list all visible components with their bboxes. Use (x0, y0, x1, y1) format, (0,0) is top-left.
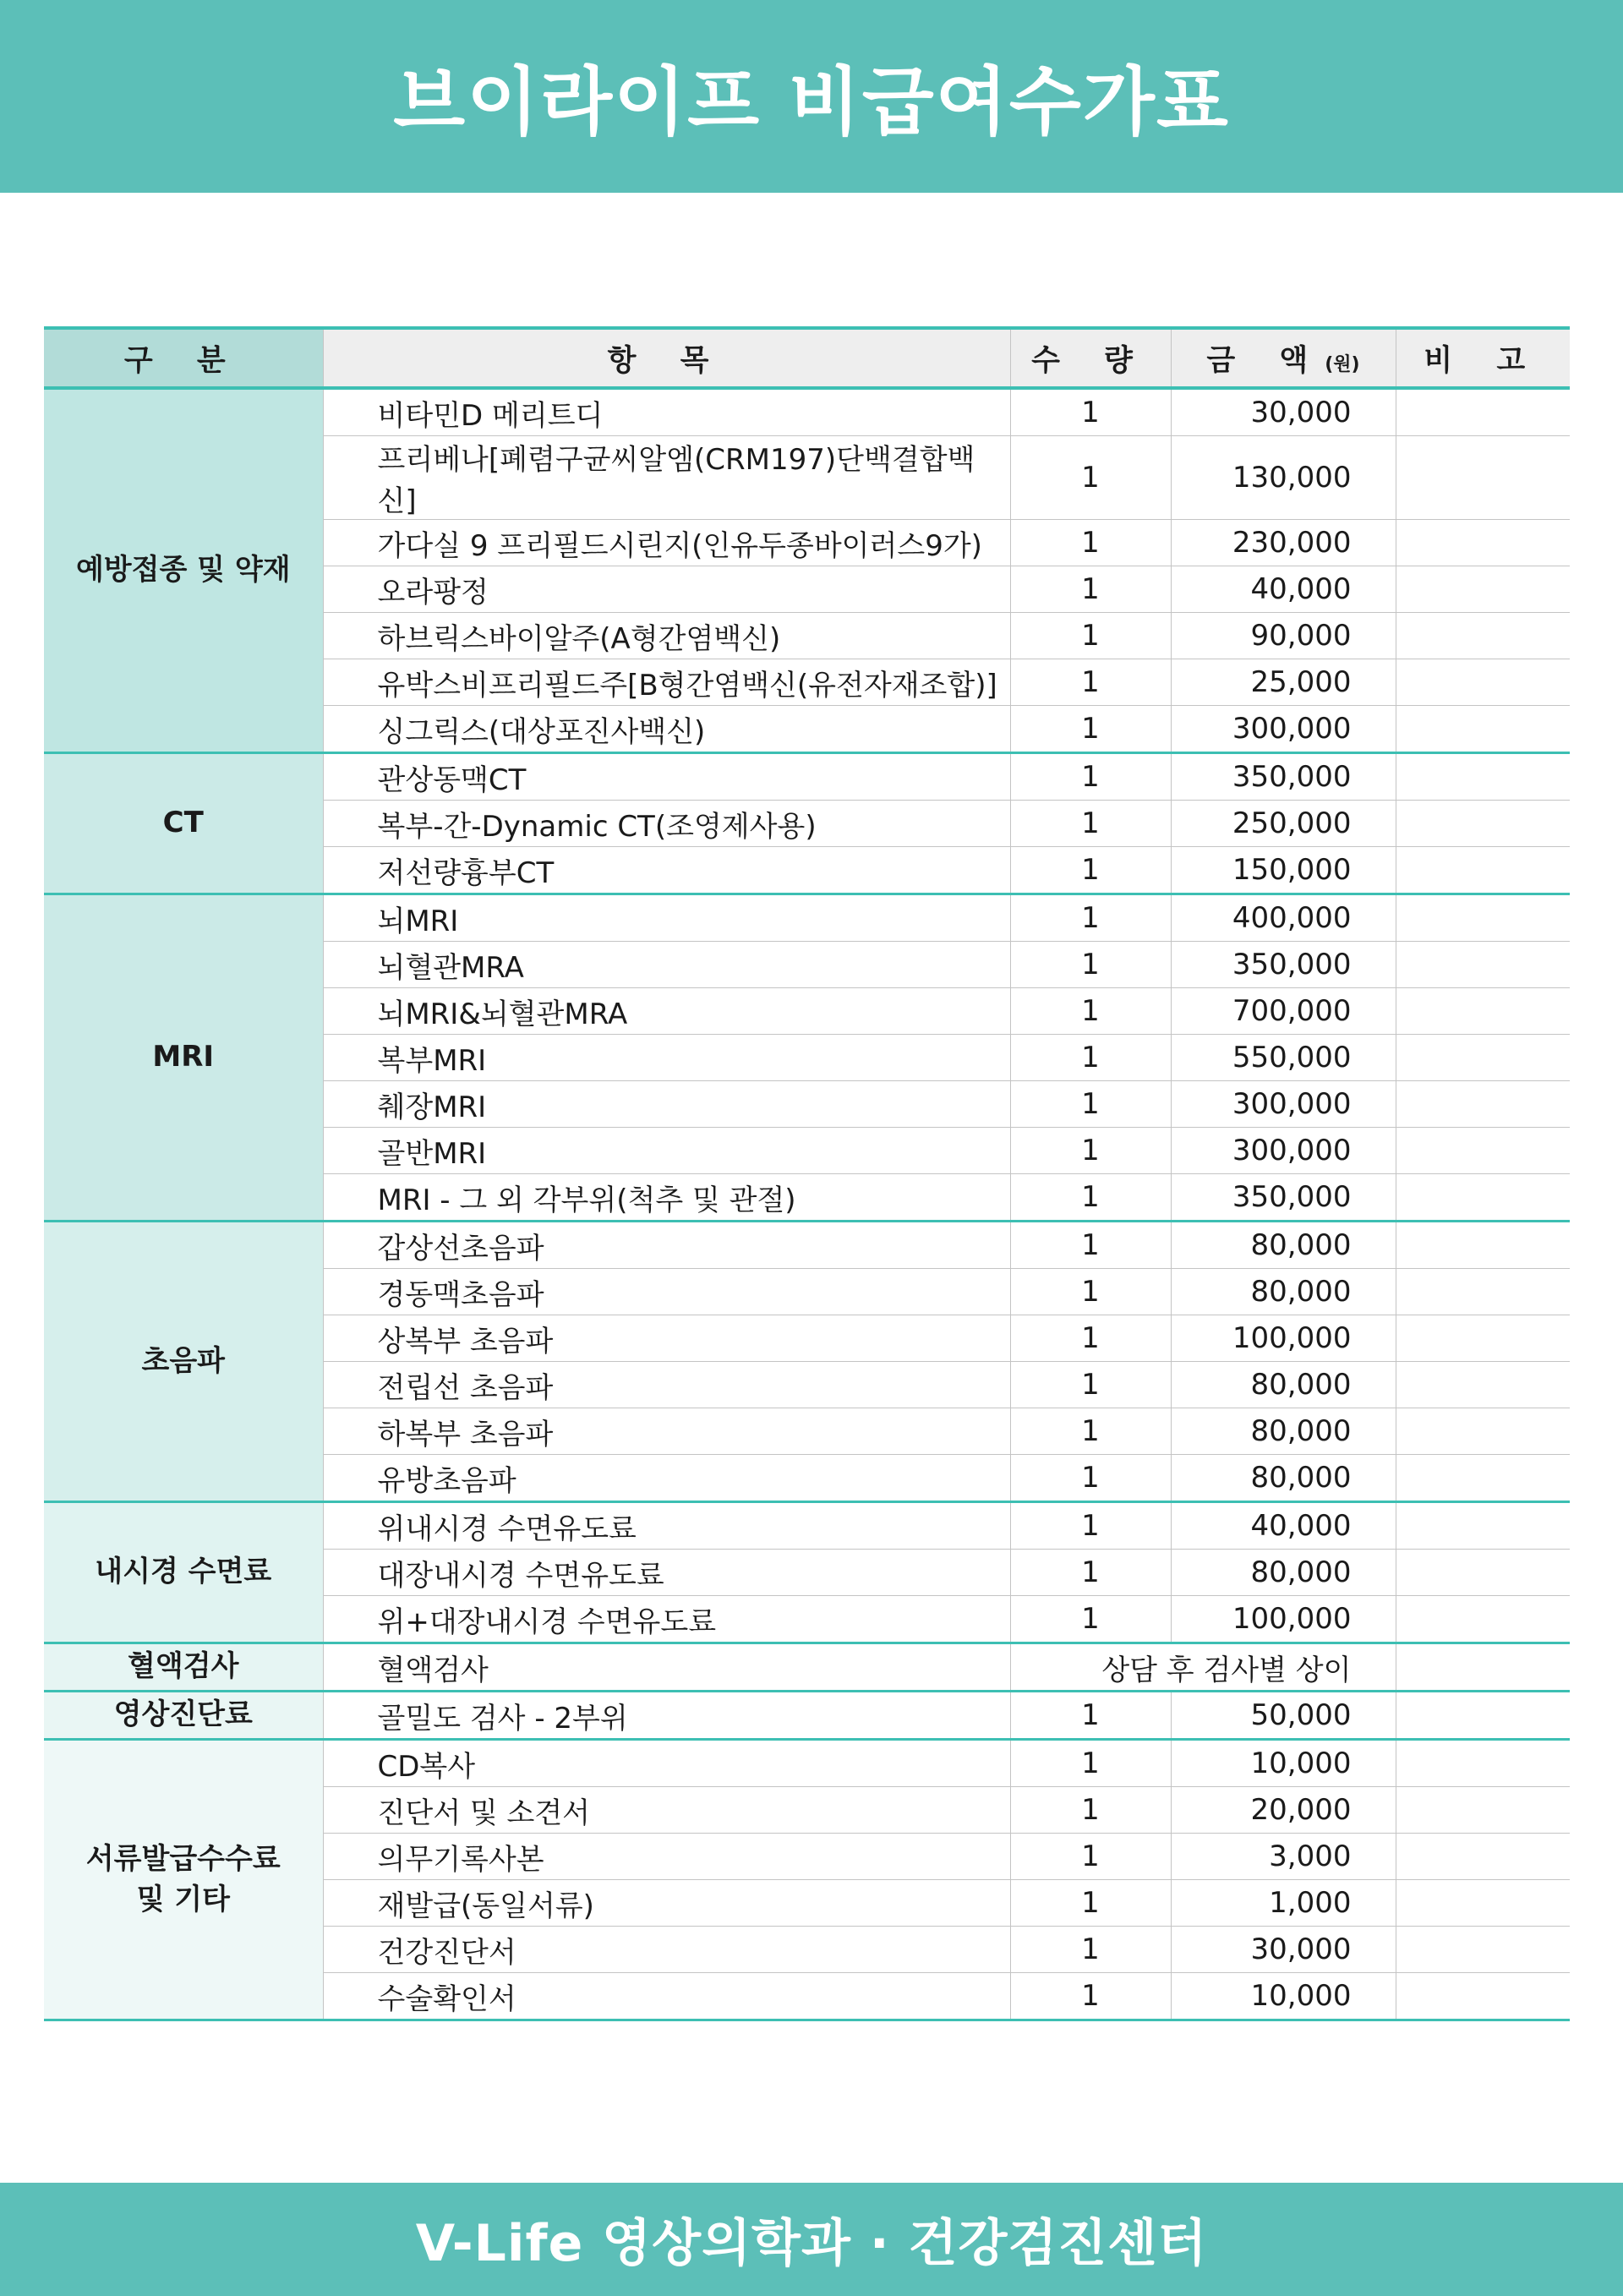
amount-cell: 50,000 (1171, 1692, 1396, 1740)
note-cell (1396, 1128, 1570, 1174)
qty-cell: 1 (1010, 1269, 1171, 1315)
note-cell (1396, 753, 1570, 801)
note-cell (1396, 1315, 1570, 1362)
item-cell: 가다실 9 프리필드시린지(인유두종바이러스9가) (323, 520, 1010, 566)
table-row (44, 1643, 1570, 1692)
item-cell: 수술확인서 (323, 1973, 1010, 2020)
item-cell: 복부-간-Dynamic CT(조영제사용) (323, 801, 1010, 847)
qty-cell: 1 (1010, 1222, 1171, 1269)
qty-cell: 1 (1010, 942, 1171, 988)
item-cell: 하브릭스바이알주(A형간염백신) (323, 613, 1010, 659)
note-cell (1396, 1880, 1570, 1927)
note-cell (1396, 1740, 1570, 1787)
table-row (44, 388, 1570, 436)
item-cell: 혈액검사 (323, 1643, 1010, 1692)
amount-cell: 350,000 (1171, 1174, 1396, 1222)
item-cell: 비타민D 메리트디 (323, 388, 1010, 436)
amount-cell: 300,000 (1171, 1128, 1396, 1174)
amount-cell: 10,000 (1171, 1973, 1396, 2020)
qty-cell: 1 (1010, 1081, 1171, 1128)
category-cell: 서류발급수수료 및 기타 (44, 1740, 323, 2020)
qty-cell: 1 (1010, 1596, 1171, 1643)
item-cell: 진단서 및 소견서 (323, 1787, 1010, 1834)
note-cell (1396, 1502, 1570, 1550)
amount-cell: 250,000 (1171, 801, 1396, 847)
qty-cell: 1 (1010, 801, 1171, 847)
item-cell: 위내시경 수면유도료 (323, 1502, 1010, 1550)
amount-cell: 1,000 (1171, 1880, 1396, 1927)
col-category-header: 구 분 (44, 328, 323, 388)
item-cell: 하복부 초음파 (323, 1408, 1010, 1455)
amount-cell: 30,000 (1171, 388, 1396, 436)
note-cell (1396, 1643, 1570, 1692)
qty-cell: 1 (1010, 1740, 1171, 1787)
amount-cell: 3,000 (1171, 1834, 1396, 1880)
qty-cell: 1 (1010, 847, 1171, 894)
note-cell (1396, 1927, 1570, 1973)
note-cell (1396, 801, 1570, 847)
qty-cell: 1 (1010, 1973, 1171, 2020)
qty-cell: 1 (1010, 1174, 1171, 1222)
item-cell: 건강진단서 (323, 1927, 1010, 1973)
col-qty-header: 수 량 (1010, 328, 1171, 388)
amount-cell: 350,000 (1171, 753, 1396, 801)
amount-cell: 30,000 (1171, 1927, 1396, 1973)
note-cell (1396, 1834, 1570, 1880)
note-cell (1396, 942, 1570, 988)
qty-cell: 1 (1010, 1455, 1171, 1502)
col-amount-header: 금 액(원) (1171, 328, 1396, 388)
category-cell: 내시경 수면료 (44, 1502, 323, 1643)
qty-cell: 1 (1010, 520, 1171, 566)
category-cell: 예방접종 및 약재 (44, 388, 323, 753)
note-cell (1396, 988, 1570, 1035)
qty-cell: 1 (1010, 1692, 1171, 1740)
item-cell: 관상동맥CT (323, 753, 1010, 801)
col-note-header: 비 고 (1396, 328, 1570, 388)
qty-cell: 1 (1010, 1315, 1171, 1362)
qty-cell: 1 (1010, 753, 1171, 801)
item-cell: 골밀도 검사 - 2부위 (323, 1692, 1010, 1740)
amount-cell: 40,000 (1171, 566, 1396, 613)
amount-cell: 230,000 (1171, 520, 1396, 566)
note-cell (1396, 1787, 1570, 1834)
qty-cell: 1 (1010, 1927, 1171, 1973)
item-cell: 전립선 초음파 (323, 1362, 1010, 1408)
qty-cell: 1 (1010, 1128, 1171, 1174)
table-body (44, 388, 1570, 2020)
item-cell: 대장내시경 수면유도료 (323, 1550, 1010, 1596)
amount-cell: 40,000 (1171, 1502, 1396, 1550)
item-cell: 저선량흉부CT (323, 847, 1010, 894)
table-header (44, 328, 1570, 388)
col-item-header: 항 목 (323, 328, 1010, 388)
item-cell: 갑상선초음파 (323, 1222, 1010, 1269)
amount-cell: 80,000 (1171, 1222, 1396, 1269)
note-cell (1396, 1081, 1570, 1128)
item-cell: 뇌혈관MRA (323, 942, 1010, 988)
note-cell (1396, 1222, 1570, 1269)
item-cell: 골반MRI (323, 1128, 1010, 1174)
item-cell: 위+대장내시경 수면유도료 (323, 1596, 1010, 1643)
amount-cell: 80,000 (1171, 1269, 1396, 1315)
amount-cell: 20,000 (1171, 1787, 1396, 1834)
item-cell: 췌장MRI (323, 1081, 1010, 1128)
note-cell (1396, 1455, 1570, 1502)
item-cell: 뇌MRI&뇌혈관MRA (323, 988, 1010, 1035)
amount-cell: 10,000 (1171, 1740, 1396, 1787)
consult-note-cell: 상담 후 검사별 상이 (1010, 1643, 1396, 1692)
item-cell: 의무기록사본 (323, 1834, 1010, 1880)
note-cell (1396, 894, 1570, 942)
note-cell (1396, 436, 1570, 520)
footer-text: V-Life 영상의학과 · 건강검진센터 (415, 2214, 1208, 2273)
table-row (44, 1502, 1570, 1550)
fee-table (44, 326, 1570, 2021)
qty-cell: 1 (1010, 1880, 1171, 1927)
amount-cell: 80,000 (1171, 1408, 1396, 1455)
note-cell (1396, 566, 1570, 613)
note-cell (1396, 847, 1570, 894)
amount-cell: 700,000 (1171, 988, 1396, 1035)
note-cell (1396, 1035, 1570, 1081)
amount-cell: 100,000 (1171, 1596, 1396, 1643)
note-cell (1396, 613, 1570, 659)
item-cell: 오라팡정 (323, 566, 1010, 613)
note-cell (1396, 388, 1570, 436)
item-cell: 재발급(동일서류) (323, 1880, 1010, 1927)
amount-cell: 80,000 (1171, 1550, 1396, 1596)
table-row (44, 1692, 1570, 1740)
page-title: 브이라이프 비급여수가표 (393, 58, 1230, 145)
qty-cell: 1 (1010, 436, 1171, 520)
note-cell (1396, 1362, 1570, 1408)
item-cell: CD복사 (323, 1740, 1010, 1787)
footer-banner (0, 2183, 1623, 2296)
amount-cell: 350,000 (1171, 942, 1396, 988)
amount-cell: 550,000 (1171, 1035, 1396, 1081)
note-cell (1396, 1973, 1570, 2020)
item-cell: 프리베나[폐렴구균씨알엠(CRM197)단백결합백신] (323, 436, 1010, 520)
amount-cell: 100,000 (1171, 1315, 1396, 1362)
qty-cell: 1 (1010, 988, 1171, 1035)
note-cell (1396, 1550, 1570, 1596)
qty-cell: 1 (1010, 706, 1171, 753)
category-cell: 혈액검사 (44, 1643, 323, 1692)
item-cell: 유방초음파 (323, 1455, 1010, 1502)
note-cell (1396, 1408, 1570, 1455)
qty-cell: 1 (1010, 1035, 1171, 1081)
item-cell: 뇌MRI (323, 894, 1010, 942)
amount-cell: 400,000 (1171, 894, 1396, 942)
qty-cell: 1 (1010, 1787, 1171, 1834)
category-cell: MRI (44, 894, 323, 1222)
qty-cell: 1 (1010, 1408, 1171, 1455)
title-banner (0, 0, 1623, 193)
table-row (44, 1740, 1570, 1787)
amount-cell: 300,000 (1171, 1081, 1396, 1128)
qty-cell: 1 (1010, 1834, 1171, 1880)
note-cell (1396, 1174, 1570, 1222)
category-cell: 영상진단료 (44, 1692, 323, 1740)
amount-cell: 80,000 (1171, 1362, 1396, 1408)
amount-cell: 300,000 (1171, 706, 1396, 753)
qty-cell: 1 (1010, 1502, 1171, 1550)
qty-cell: 1 (1010, 613, 1171, 659)
note-cell (1396, 1692, 1570, 1740)
qty-cell: 1 (1010, 1362, 1171, 1408)
item-cell: MRI - 그 외 각부위(척추 및 관절) (323, 1174, 1010, 1222)
qty-cell: 1 (1010, 659, 1171, 706)
item-cell: 유박스비프리필드주[B형간염백신(유전자재조합)] (323, 659, 1010, 706)
amount-cell: 90,000 (1171, 613, 1396, 659)
qty-cell: 1 (1010, 1550, 1171, 1596)
table-row (44, 753, 1570, 801)
qty-cell: 1 (1010, 894, 1171, 942)
table-row (44, 1222, 1570, 1269)
amount-cell: 80,000 (1171, 1455, 1396, 1502)
item-cell: 싱그릭스(대상포진사백신) (323, 706, 1010, 753)
header-row (44, 328, 1570, 388)
note-cell (1396, 1596, 1570, 1643)
note-cell (1396, 1269, 1570, 1315)
amount-cell: 25,000 (1171, 659, 1396, 706)
amount-cell: 130,000 (1171, 436, 1396, 520)
qty-cell: 1 (1010, 566, 1171, 613)
amount-unit: (원) (1325, 353, 1360, 375)
amount-cell: 150,000 (1171, 847, 1396, 894)
item-cell: 복부MRI (323, 1035, 1010, 1081)
note-cell (1396, 520, 1570, 566)
category-cell: 초음파 (44, 1222, 323, 1502)
qty-cell: 1 (1010, 388, 1171, 436)
item-cell: 상복부 초음파 (323, 1315, 1010, 1362)
item-cell: 경동맥초음파 (323, 1269, 1010, 1315)
category-cell: CT (44, 753, 323, 894)
note-cell (1396, 706, 1570, 753)
table-row (44, 894, 1570, 942)
note-cell (1396, 659, 1570, 706)
